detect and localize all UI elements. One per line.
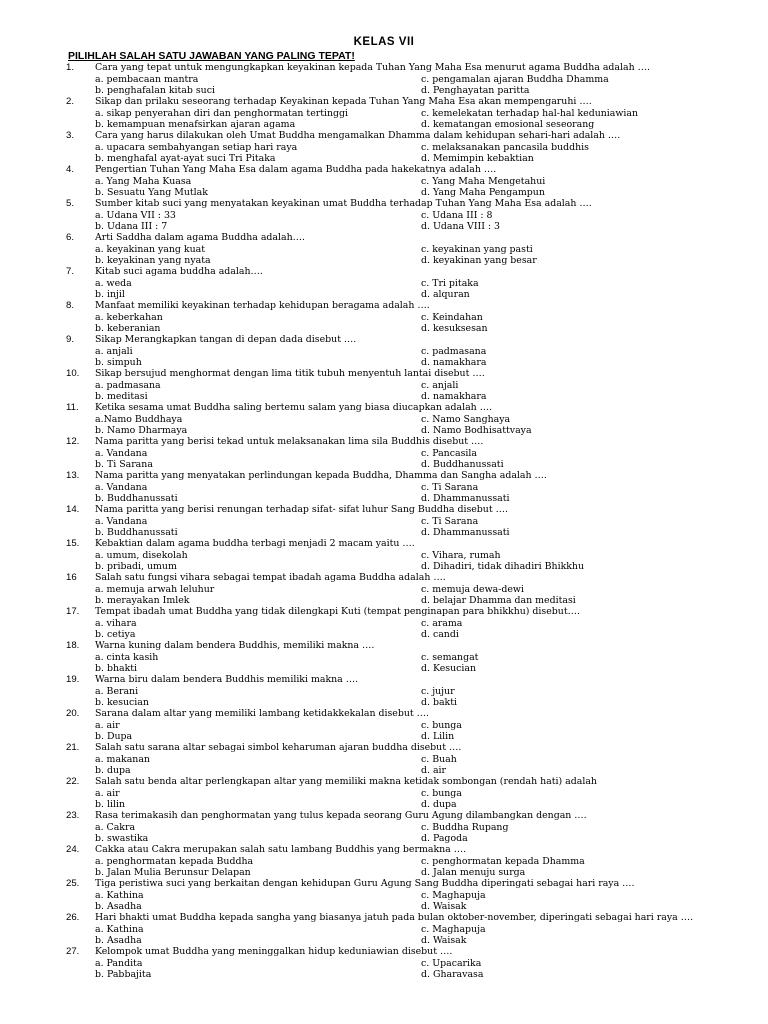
question-number: 6. bbox=[66, 232, 75, 243]
option-d: d. kesuksesan bbox=[421, 323, 488, 334]
question-text: Salah satu sarana altar sebagai simbol keharuman ajaran buddha disebut …. bbox=[95, 742, 462, 753]
option-b: b. Sesuatu Yang Mutlak bbox=[95, 187, 208, 198]
option-a: a. weda bbox=[95, 277, 132, 289]
question-text: Nama paritta yang berisi renungan terhadap sifat- sifat luhur Sang Buddha disebut …. bbox=[95, 504, 508, 515]
question-number: 4. bbox=[66, 164, 75, 175]
question-item bbox=[0, 742, 768, 776]
option-d: d. Lilin bbox=[421, 731, 455, 742]
question-text: Salah satu fungsi vihara sebagai tempat ibadah agama Buddha adalah …. bbox=[95, 572, 446, 583]
option-c: c. Maghapuja bbox=[421, 923, 486, 935]
option-c: c. jujur bbox=[421, 685, 455, 697]
option-a: a. Vandana bbox=[95, 515, 148, 527]
option-c: c. bunga bbox=[421, 719, 462, 731]
option-c: c. Yang Maha Mengetahui bbox=[421, 175, 546, 187]
question-item bbox=[0, 232, 768, 266]
question-number: 10. bbox=[66, 368, 80, 379]
question-item bbox=[0, 844, 768, 878]
question-item bbox=[0, 368, 768, 402]
option-b: b. Buddhanussati bbox=[95, 527, 178, 538]
question-item bbox=[0, 878, 768, 912]
question-number: 14. bbox=[66, 504, 80, 515]
question-item bbox=[0, 130, 768, 164]
option-c: c. Upacarika bbox=[421, 957, 482, 969]
question-text: Kebaktian dalam agama buddha terbagi menjadi 2 macam yaitu …. bbox=[95, 538, 415, 549]
option-d: d. Gharavasa bbox=[421, 969, 484, 980]
question-text: Kelompok umat Buddha yang meninggalkan hidup keduniawian disebut …. bbox=[95, 946, 453, 957]
question-item bbox=[0, 674, 768, 708]
option-c: c. Ti Sarana bbox=[421, 481, 479, 493]
question-number: 20. bbox=[66, 708, 80, 719]
option-d: d. Kesucian bbox=[421, 663, 476, 674]
question-number: 5. bbox=[66, 198, 75, 209]
option-d: d. Udana VIII : 3 bbox=[421, 221, 501, 232]
option-d: d. namakhara bbox=[421, 357, 487, 368]
question-item bbox=[0, 572, 768, 606]
option-a: a. Vandana bbox=[95, 447, 148, 459]
question-item bbox=[0, 470, 768, 504]
question-text: Warna biru dalam bendera Buddhis memiliki makna …. bbox=[95, 674, 359, 685]
option-a: a. cinta kasih bbox=[95, 651, 159, 663]
option-b: b. keberanian bbox=[95, 323, 161, 334]
option-b: b. lilin bbox=[95, 799, 125, 810]
option-b: b. pribadi, umum bbox=[95, 561, 177, 572]
option-c: c. memuja dewa-dewi bbox=[421, 583, 524, 595]
option-b: b. dupa bbox=[95, 765, 131, 776]
option-b: b. Buddhanussati bbox=[95, 493, 178, 504]
option-b: b. menghafal ayat-ayat suci Tri Pitaka bbox=[95, 153, 276, 164]
option-b: b. Namo Dharmaya bbox=[95, 425, 188, 436]
question-item bbox=[0, 164, 768, 198]
question-text: Sarana dalam altar yang memiliki lambang ketidakkekalan disebut …. bbox=[95, 708, 429, 719]
option-d: d. Waisak bbox=[421, 901, 467, 912]
question-item bbox=[0, 436, 768, 470]
option-a: a. Vandana bbox=[95, 481, 148, 493]
option-b: b. swastika bbox=[95, 833, 149, 844]
option-d: d. Yang Maha Pengampun bbox=[421, 187, 545, 198]
option-c: c. Keindahan bbox=[421, 311, 483, 323]
option-d: d. air bbox=[421, 765, 447, 776]
question-item bbox=[0, 810, 768, 844]
option-d: d. candi bbox=[421, 629, 459, 640]
option-a: a. Yang Maha Kuasa bbox=[95, 175, 192, 187]
question-item bbox=[0, 402, 768, 436]
question-number: 15. bbox=[66, 538, 80, 549]
question-number: 11. bbox=[66, 402, 79, 413]
option-b: b. injil bbox=[95, 289, 125, 300]
option-a: a. keberkahan bbox=[95, 311, 163, 323]
option-b: b. keyakinan yang nyata bbox=[95, 255, 211, 266]
question-item bbox=[0, 640, 768, 674]
option-a: a. upacara sembahyangan setiap hari raya bbox=[95, 141, 298, 153]
option-d: d. Jalan menuju surga bbox=[421, 867, 526, 878]
question-item bbox=[0, 538, 768, 572]
option-d: d. Dhammanussati bbox=[421, 493, 510, 504]
option-d: d. Buddhanussati bbox=[421, 459, 504, 470]
question-item bbox=[0, 334, 768, 368]
option-b: b. Ti Sarana bbox=[95, 459, 153, 470]
option-a: a. Berani bbox=[95, 685, 139, 697]
question-item bbox=[0, 946, 768, 980]
option-d: d. Memimpin kebaktian bbox=[421, 153, 534, 164]
question-number: 25. bbox=[66, 878, 80, 889]
question-number: 3. bbox=[66, 130, 75, 141]
question-text: Sikap Merangkapkan tangan di depan dada disebut …. bbox=[95, 334, 357, 345]
question-text: Cara yang harus dilakukan oleh Umat Buddha mengamalkan Dhamma dalam kehidupan sehari-hari adalah …. bbox=[95, 130, 621, 141]
question-text: Hari bhakti umat Buddha kepada sangha yang biasanya jatuh pada bulan oktober-november, diperingati sebagai hari raya …. bbox=[95, 912, 694, 923]
option-c: c. semangat bbox=[421, 651, 479, 663]
option-a: a. Kathina bbox=[95, 889, 144, 901]
question-item bbox=[0, 62, 768, 96]
option-c: c. Maghapuja bbox=[421, 889, 486, 901]
question-text: Salah satu benda altar perlengkapan altar yang memiliki makna ketidak sombongan (rendah hati) adalah bbox=[95, 776, 597, 787]
question-number: 17. bbox=[66, 606, 80, 617]
option-a: a. pembacaan mantra bbox=[95, 73, 199, 85]
option-d: d. Waisak bbox=[421, 935, 467, 946]
option-a: a. vihara bbox=[95, 617, 137, 629]
question-number: 26. bbox=[66, 912, 80, 923]
question-text: Nama paritta yang berisi tekad untuk melaksanakan lima sila Buddhis disebut …. bbox=[95, 436, 484, 447]
option-b: b. Pabbajita bbox=[95, 969, 152, 980]
option-d: d. belajar Dhamma dan meditasi bbox=[421, 595, 576, 606]
question-number: 22. bbox=[66, 776, 80, 787]
option-b: b. merayakan Imlek bbox=[95, 595, 190, 606]
question-number: 13. bbox=[66, 470, 80, 481]
option-a: a. air bbox=[95, 787, 120, 799]
option-c: c. arama bbox=[421, 617, 463, 629]
option-b: b. penghafalan kitab suci bbox=[95, 85, 215, 96]
option-c: c. Tri pitaka bbox=[421, 277, 479, 289]
option-d: d. Penghayatan paritta bbox=[421, 85, 530, 96]
option-a: a. keyakinan yang kuat bbox=[95, 243, 205, 255]
question-item bbox=[0, 504, 768, 538]
question-text: Tempat ibadah umat Buddha yang tidak dilengkapi Kuti (tempat penginapan para bhikkhu) disebut…. bbox=[95, 606, 580, 617]
option-d: d. Dhammanussati bbox=[421, 527, 510, 538]
question-text: Manfaat memiliki keyakinan terhadap kehidupan beragama adalah …. bbox=[95, 300, 430, 311]
option-b: b. Asadha bbox=[95, 935, 142, 946]
option-c: c. Ti Sarana bbox=[421, 515, 479, 527]
option-c: c. kemelekatan terhadap hal-hal keduniawian bbox=[421, 107, 639, 119]
question-item bbox=[0, 708, 768, 742]
option-c: c. Buddha Rupang bbox=[421, 821, 509, 833]
option-c: c. anjali bbox=[421, 379, 459, 391]
option-a: a. sikap penyerahan diri dan penghormatan tertinggi bbox=[95, 107, 349, 119]
question-list bbox=[0, 62, 768, 980]
option-d: d. Namo Bodhisattvaya bbox=[421, 425, 532, 436]
option-a: a. memuja arwah leluhur bbox=[95, 583, 215, 595]
option-b: b. Udana III : 7 bbox=[95, 221, 168, 232]
question-number: 23. bbox=[66, 810, 80, 821]
page-title: KELAS VII bbox=[353, 36, 415, 48]
question-number: 16 bbox=[66, 572, 77, 583]
question-text: Tiga peristiwa suci yang berkaitan dengan kehidupan Guru Agung Sang Buddha diperingati sebagai hari raya …. bbox=[95, 878, 635, 889]
option-d: d. keyakinan yang besar bbox=[421, 255, 537, 266]
option-c: c. Udana III : 8 bbox=[421, 209, 493, 221]
option-d: d. alquran bbox=[421, 289, 470, 300]
option-a: a. makanan bbox=[95, 753, 150, 765]
option-c: c. bunga bbox=[421, 787, 462, 799]
option-a: a. Cakra bbox=[95, 821, 136, 833]
question-item bbox=[0, 300, 768, 334]
option-d: d. bakti bbox=[421, 697, 457, 708]
option-a: a. air bbox=[95, 719, 120, 731]
option-d: d. kematangan emosional seseorang bbox=[421, 119, 595, 130]
option-c: c. Buah bbox=[421, 753, 457, 765]
question-text: Cakka atau Cakra merupakan salah satu lambang Buddhis yang bermakna …. bbox=[95, 844, 467, 855]
option-d: d. Dihadiri, tidak dihadiri Bhikkhu bbox=[421, 561, 585, 572]
option-d: d. namakhara bbox=[421, 391, 487, 402]
option-a: a. penghormatan kepada Buddha bbox=[95, 855, 254, 867]
question-number: 2. bbox=[66, 96, 75, 107]
option-c: c. padmasana bbox=[421, 345, 487, 357]
question-number: 1. bbox=[66, 62, 75, 73]
option-c: c. Vihara, rumah bbox=[421, 549, 501, 561]
option-a: a. Pandita bbox=[95, 957, 143, 969]
question-text: Ketika sesama umat Buddha saling bertemu salam yang biasa diucapkan adalah …. bbox=[95, 402, 493, 413]
question-text: Nama paritta yang menyatakan perlindungan kepada Buddha, Dhamma dan Sangha adalah …. bbox=[95, 470, 547, 481]
option-a: a.Namo Buddhaya bbox=[95, 413, 183, 425]
question-item bbox=[0, 776, 768, 810]
question-text: Sikap dan prilaku seseorang terhadap Keyakinan kepada Tuhan Yang Maha Esa akan mempengaruhi …. bbox=[95, 96, 592, 107]
question-item bbox=[0, 198, 768, 232]
question-item bbox=[0, 266, 768, 300]
question-text: Arti Saddha dalam agama Buddha adalah…. bbox=[95, 232, 306, 243]
question-item bbox=[0, 96, 768, 130]
option-b: b. meditasi bbox=[95, 391, 148, 402]
question-text: Cara yang tepat untuk mengungkapkan keyakinan kepada Tuhan Yang Maha Esa menurut agama Buddha adalah …. bbox=[95, 62, 650, 73]
option-a: a. Udana VII : 33 bbox=[95, 209, 176, 221]
question-item bbox=[0, 912, 768, 946]
question-text: Rasa terimakasih dan penghormatan yang tulus kepada seorang Guru Agung dilambangkan dengan …. bbox=[95, 810, 587, 821]
option-d: d. dupa bbox=[421, 799, 457, 810]
option-a: a. Kathina bbox=[95, 923, 144, 935]
option-c: c. Pancasila bbox=[421, 447, 477, 459]
option-b: b. Asadha bbox=[95, 901, 142, 912]
option-b: b. bhakti bbox=[95, 663, 138, 674]
question-text: Kitab suci agama buddha adalah…. bbox=[95, 266, 263, 277]
option-d: d. Pagoda bbox=[421, 833, 468, 844]
question-number: 19. bbox=[66, 674, 80, 685]
option-b: b. Dupa bbox=[95, 731, 133, 742]
option-b: b. simpuh bbox=[95, 357, 142, 368]
option-c: c. pengamalan ajaran Buddha Dhamma bbox=[421, 73, 609, 85]
option-b: b. cetiya bbox=[95, 629, 136, 640]
option-b: b. kesucian bbox=[95, 697, 149, 708]
question-number: 18. bbox=[66, 640, 80, 651]
option-c: c. melaksanakan pancasila buddhis bbox=[421, 141, 589, 153]
option-c: c. penghormatan kepada Dhamma bbox=[421, 855, 585, 867]
instruction-heading: PILIHLAH SALAH SATU JAWABAN YANG PALING TEPAT! bbox=[68, 50, 355, 62]
question-text: Sumber kitab suci yang menyatakan keyakinan umat Buddha terhadap Tuhan Yang Maha Esa adalah …. bbox=[95, 198, 592, 209]
option-b: b. Jalan Mulia Berunsur Delapan bbox=[95, 867, 251, 878]
option-c: c. Namo Sanghaya bbox=[421, 413, 511, 425]
question-number: 24. bbox=[66, 844, 80, 855]
option-a: a. padmasana bbox=[95, 379, 161, 391]
option-a: a. umum, disekolah bbox=[95, 549, 188, 561]
question-number: 8. bbox=[66, 300, 75, 311]
question-text: Warna kuning dalam bendera Buddhis, memiliki makna …. bbox=[95, 640, 375, 651]
option-a: a. anjali bbox=[95, 345, 133, 357]
option-b: b. kemampuan menafsirkan ajaran agama bbox=[95, 119, 296, 130]
question-number: 27. bbox=[66, 946, 80, 957]
question-text: Sikap bersujud menghormat dengan lima titik tubuh menyentuh lantai disebut …. bbox=[95, 368, 485, 379]
question-number: 7. bbox=[66, 266, 75, 277]
question-number: 9. bbox=[66, 334, 75, 345]
question-number: 21. bbox=[66, 742, 80, 753]
question-text: Pengertian Tuhan Yang Maha Esa dalam agama Buddha pada hakekatnya adalah …. bbox=[95, 164, 497, 175]
question-number: 12. bbox=[66, 436, 80, 447]
option-c: c. keyakinan yang pasti bbox=[421, 243, 533, 255]
question-item bbox=[0, 606, 768, 640]
